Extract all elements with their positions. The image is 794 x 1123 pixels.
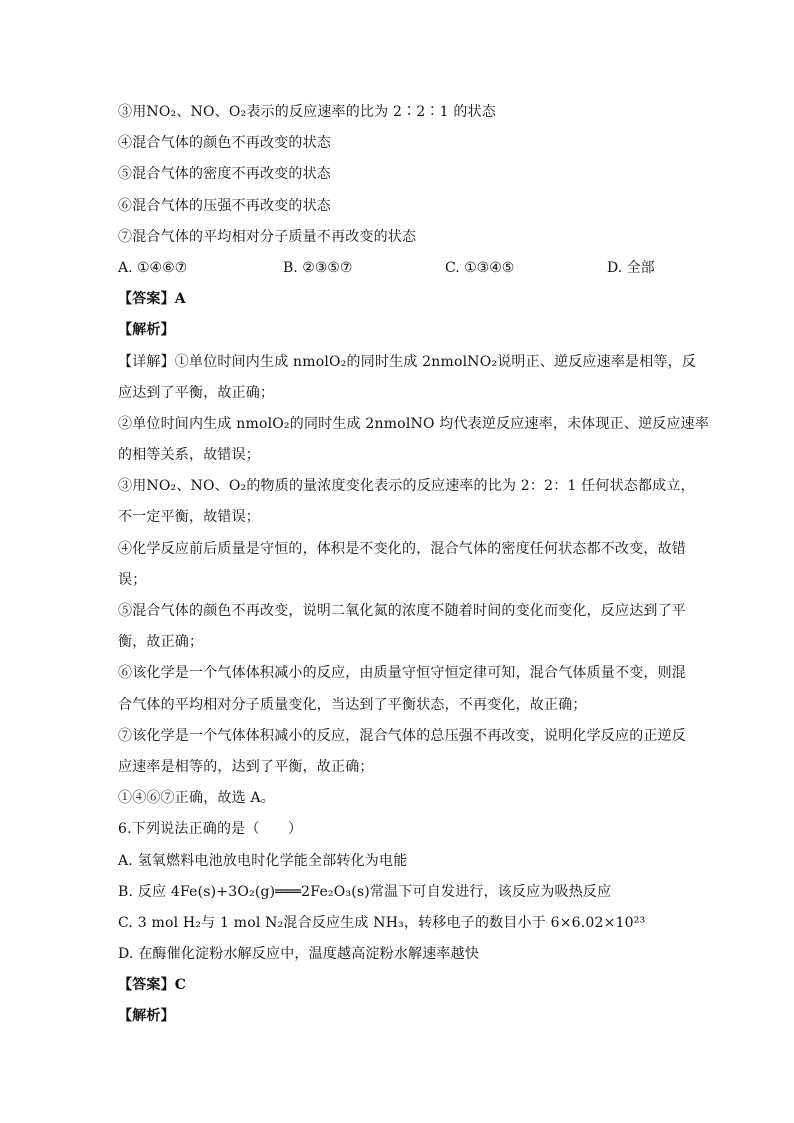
analysis-label-q5: 【解析】 [118, 322, 175, 338]
explanation-line-12: 合气体的平均相对分子质量变化，当达到了平衡状态，不再变化，故正确； [118, 697, 587, 713]
question-item-5: ⑤混合气体的密度不再改变的状态 [118, 166, 331, 182]
explanation-line-11: ⑥该化学是一个气体体积减小的反应，由质量守恒守恒定律可知，混合气体质量不变，则混 [118, 665, 686, 681]
answer-q6: 【答案】C [118, 977, 187, 993]
explanation-line-7: ④化学反应前后质量是守恒的，体积是不变化的，混合气体的密度任何状态都不改变，故错 [118, 541, 686, 557]
option-b: B. ②③⑤⑦ [283, 260, 353, 276]
question-6-option-a: A. 氢氧燃料电池放电时化学能全部转化为电能 [118, 853, 408, 869]
option-d: D. 全部 [607, 260, 655, 276]
explanation-line-5: ③用NO₂、NO、O₂的物质的量浓度变化表示的反应速率的比为 2：2：1 任何状态都成立， [118, 478, 695, 494]
explanation-line-10: 衡，故正确； [118, 634, 204, 650]
explanation-line-8: 误； [118, 572, 147, 588]
analysis-label-q6: 【解析】 [118, 1008, 175, 1024]
question-item-7: ⑦混合气体的平均相对分子质量不再改变的状态 [118, 229, 417, 245]
question-6-stem: 6.下列说法正确的是（ ） [118, 821, 303, 837]
explanation-line-14: 应速率是相等的，达到了平衡，故正确； [118, 759, 374, 775]
explanation-line-9: ⑤混合气体的颜色不再改变，说明二氧化氮的浓度不随着时间的变化而变化，反应达到了平 [118, 603, 686, 619]
explanation-line-1: 【详解】①单位时间内生成 nmolO₂的同时生成 2nmolNO₂说明正、逆反应速率是相等，反 [118, 354, 697, 370]
explanation-line-15: ①④⑥⑦正确，故选 A。 [118, 790, 275, 806]
question-item-3: ③用NO₂、NO、O₂表示的反应速率的比为 2∶2∶1 的状态 [118, 104, 496, 120]
question-item-6: ⑥混合气体的压强不再改变的状态 [118, 198, 331, 214]
question-item-4: ④混合气体的颜色不再改变的状态 [118, 135, 331, 151]
question-6-option-c: C. 3 mol H₂与 1 mol N₂混合反应生成 NH₃，转移电子的数目小于 6×6.02×10²³ [118, 915, 646, 931]
question-6-option-b: B. 反应 4Fe(s)+3O₂(g)═══2Fe₂O₃(s)常温下可自发进行，该反应为吸热反应 [118, 884, 612, 900]
question-6-option-d: D. 在酶催化淀粉水解反应中，温度越高淀粉水解速率越快 [118, 946, 480, 962]
explanation-line-2: 应达到了平衡，故正确； [118, 385, 275, 401]
explanation-line-4: 的相等关系，故错误； [118, 447, 260, 463]
answer-options-q5 [118, 258, 678, 278]
option-a: A. ①④⑥⑦ [118, 260, 188, 276]
answer-q5: 【答案】A [118, 291, 186, 307]
option-c: C. ①③④⑤ [445, 260, 515, 276]
explanation-line-13: ⑦该化学是一个气体体积减小的反应，混合气体的总压强不再改变，说明化学反应的正逆反 [118, 728, 686, 744]
explanation-line-3: ②单位时间内生成 nmolO₂的同时生成 2nmolNO 均代表逆反应速率，未体现正、逆反应速率 [118, 416, 710, 432]
explanation-line-6: 不一定平衡，故错误； [118, 509, 260, 525]
